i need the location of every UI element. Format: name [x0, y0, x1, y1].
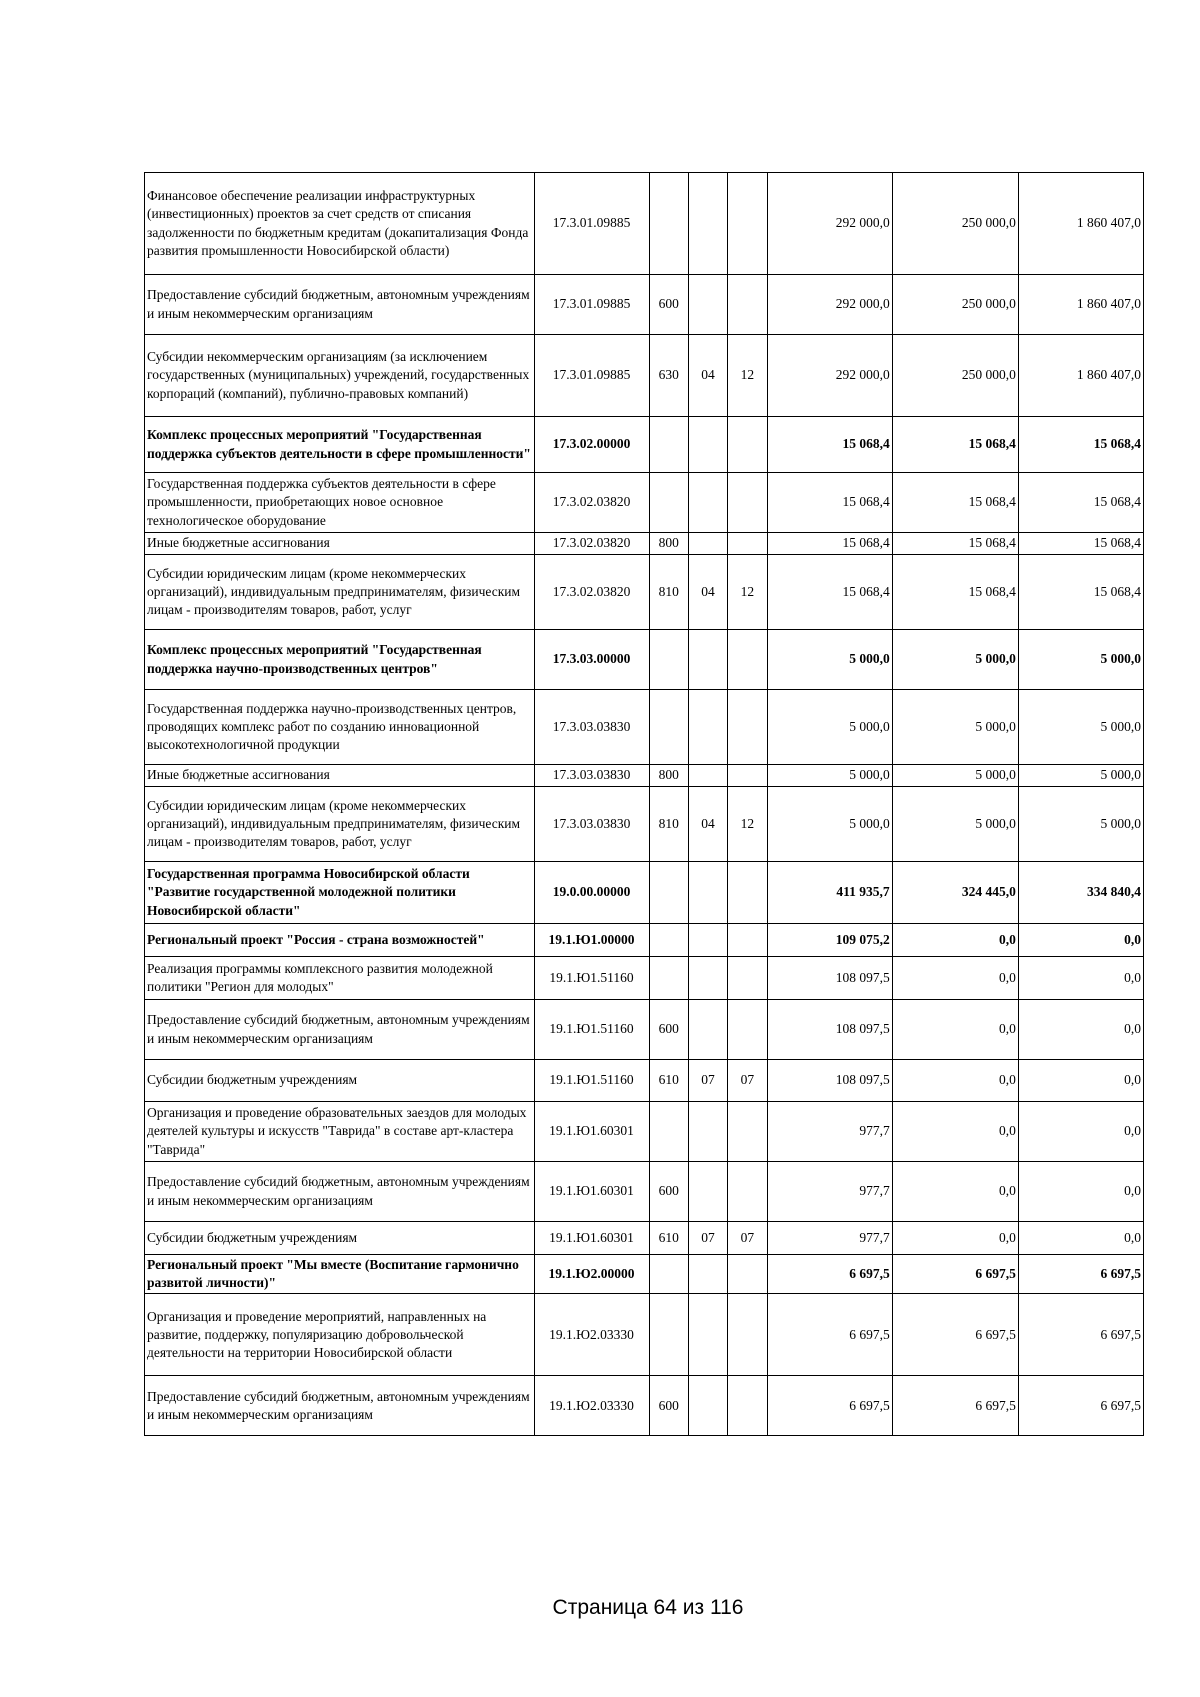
row-vr-cell: [649, 862, 688, 924]
row-vr-cell: 600: [649, 275, 688, 335]
row-rz-cell: [688, 862, 727, 924]
row-amount-year3-cell: 0,0: [1018, 957, 1143, 1000]
row-amount-year2-cell: 250 000,0: [892, 275, 1018, 335]
page-number-footer: Страница 64 из 116: [552, 1596, 744, 1619]
row-pr-cell: [728, 533, 767, 555]
row-code-cell: 17.3.03.03830: [534, 765, 649, 787]
row-name-cell: Предоставление субсидий бюджетным, автономным учреждениям и иным некоммерческим организациям: [145, 1000, 535, 1060]
row-name-cell: Государственная поддержка научно-производственных центров, проводящих комплекс работ по созданию инновационной высокотехнологичной продукции: [145, 690, 535, 765]
row-amount-year1-cell: 108 097,5: [767, 1000, 892, 1060]
table-row: [145, 690, 1144, 765]
row-pr-cell: [728, 630, 767, 690]
row-amount-year2-cell: 250 000,0: [892, 173, 1018, 275]
row-pr-cell: [728, 924, 767, 957]
row-code-cell: 17.3.02.03820: [534, 555, 649, 630]
row-amount-year1-cell: 5 000,0: [767, 690, 892, 765]
table-row: [145, 417, 1144, 473]
row-rz-cell: [688, 417, 727, 473]
row-amount-year3-cell: 0,0: [1018, 1060, 1143, 1102]
table-row: [145, 473, 1144, 533]
row-code-cell: 19.1.Ю1.60301: [534, 1222, 649, 1255]
row-amount-year2-cell: 15 068,4: [892, 533, 1018, 555]
row-amount-year1-cell: 977,7: [767, 1162, 892, 1222]
row-amount-year2-cell: 5 000,0: [892, 690, 1018, 765]
table-row: [145, 862, 1144, 924]
row-code-cell: 17.3.01.09885: [534, 173, 649, 275]
row-pr-cell: 12: [728, 335, 767, 417]
row-amount-year3-cell: 15 068,4: [1018, 533, 1143, 555]
row-amount-year2-cell: 15 068,4: [892, 417, 1018, 473]
table-row: [145, 1294, 1144, 1376]
row-vr-cell: [649, 473, 688, 533]
budget-table: [144, 172, 1144, 1436]
row-amount-year1-cell: 5 000,0: [767, 765, 892, 787]
row-amount-year2-cell: 0,0: [892, 1000, 1018, 1060]
row-amount-year1-cell: 5 000,0: [767, 630, 892, 690]
row-amount-year2-cell: 0,0: [892, 1060, 1018, 1102]
table-row: [145, 630, 1144, 690]
row-code-cell: 19.1.Ю1.51160: [534, 957, 649, 1000]
row-vr-cell: 600: [649, 1376, 688, 1436]
row-pr-cell: [728, 862, 767, 924]
row-pr-cell: [728, 417, 767, 473]
row-pr-cell: [728, 1000, 767, 1060]
row-amount-year2-cell: 250 000,0: [892, 335, 1018, 417]
row-amount-year2-cell: 0,0: [892, 924, 1018, 957]
row-vr-cell: 610: [649, 1222, 688, 1255]
row-vr-cell: [649, 1255, 688, 1294]
row-name-cell: Организация и проведение образовательных заездов для молодых деятелей культуры и искусств "Таврида" в составе арт-кластера "Таврида": [145, 1102, 535, 1162]
row-amount-year3-cell: 15 068,4: [1018, 417, 1143, 473]
row-code-cell: 17.3.02.00000: [534, 417, 649, 473]
row-code-cell: 19.1.Ю2.03330: [534, 1376, 649, 1436]
row-amount-year3-cell: 0,0: [1018, 1162, 1143, 1222]
row-amount-year2-cell: 6 697,5: [892, 1376, 1018, 1436]
row-vr-cell: 810: [649, 787, 688, 862]
row-vr-cell: [649, 690, 688, 765]
table-row: [145, 275, 1144, 335]
row-rz-cell: 04: [688, 787, 727, 862]
row-rz-cell: [688, 533, 727, 555]
row-amount-year2-cell: 5 000,0: [892, 630, 1018, 690]
row-name-cell: Предоставление субсидий бюджетным, автономным учреждениям и иным некоммерческим организациям: [145, 275, 535, 335]
row-name-cell: Организация и проведение мероприятий, направленных на развитие, поддержку, популяризацию добровольческой деятельности на территории Новосибирской области: [145, 1294, 535, 1376]
row-name-cell: Иные бюджетные ассигнования: [145, 533, 535, 555]
row-amount-year1-cell: 411 935,7: [767, 862, 892, 924]
row-amount-year3-cell: 0,0: [1018, 1000, 1143, 1060]
row-amount-year1-cell: 15 068,4: [767, 555, 892, 630]
row-pr-cell: 07: [728, 1222, 767, 1255]
row-code-cell: 17.3.02.03820: [534, 533, 649, 555]
row-name-cell: Субсидии бюджетным учреждениям: [145, 1060, 535, 1102]
row-code-cell: 19.1.Ю1.51160: [534, 1060, 649, 1102]
row-code-cell: 17.3.01.09885: [534, 335, 649, 417]
row-amount-year3-cell: 6 697,5: [1018, 1294, 1143, 1376]
row-amount-year3-cell: 0,0: [1018, 1222, 1143, 1255]
row-amount-year2-cell: 5 000,0: [892, 765, 1018, 787]
row-rz-cell: [688, 173, 727, 275]
row-vr-cell: [649, 630, 688, 690]
row-rz-cell: [688, 630, 727, 690]
row-code-cell: 19.1.Ю2.03330: [534, 1294, 649, 1376]
row-rz-cell: 07: [688, 1222, 727, 1255]
row-code-cell: 19.1.Ю1.60301: [534, 1102, 649, 1162]
row-pr-cell: 12: [728, 555, 767, 630]
row-pr-cell: 12: [728, 787, 767, 862]
row-amount-year1-cell: 292 000,0: [767, 275, 892, 335]
row-amount-year2-cell: 6 697,5: [892, 1294, 1018, 1376]
row-vr-cell: [649, 1294, 688, 1376]
row-vr-cell: [649, 924, 688, 957]
row-amount-year1-cell: 15 068,4: [767, 473, 892, 533]
row-rz-cell: [688, 473, 727, 533]
row-pr-cell: [728, 473, 767, 533]
row-code-cell: 17.3.03.03830: [534, 690, 649, 765]
row-amount-year1-cell: 292 000,0: [767, 173, 892, 275]
row-code-cell: 19.1.Ю2.00000: [534, 1255, 649, 1294]
row-amount-year1-cell: 109 075,2: [767, 924, 892, 957]
row-pr-cell: [728, 957, 767, 1000]
row-pr-cell: [728, 1162, 767, 1222]
row-rz-cell: [688, 690, 727, 765]
row-amount-year1-cell: 6 697,5: [767, 1376, 892, 1436]
row-rz-cell: [688, 765, 727, 787]
row-amount-year2-cell: 15 068,4: [892, 473, 1018, 533]
row-amount-year3-cell: 15 068,4: [1018, 555, 1143, 630]
row-code-cell: 17.3.01.09885: [534, 275, 649, 335]
row-amount-year2-cell: 6 697,5: [892, 1255, 1018, 1294]
row-vr-cell: 630: [649, 335, 688, 417]
row-name-cell: Государственная поддержка субъектов деятельности в сфере промышленности, приобретающих новое основное технологическое оборудование: [145, 473, 535, 533]
row-amount-year3-cell: 5 000,0: [1018, 787, 1143, 862]
row-rz-cell: 07: [688, 1060, 727, 1102]
row-code-cell: 17.3.03.00000: [534, 630, 649, 690]
row-amount-year1-cell: 108 097,5: [767, 957, 892, 1000]
table-row: [145, 1162, 1144, 1222]
row-amount-year3-cell: 1 860 407,0: [1018, 335, 1143, 417]
row-vr-cell: 800: [649, 533, 688, 555]
row-amount-year3-cell: 1 860 407,0: [1018, 275, 1143, 335]
row-amount-year1-cell: 5 000,0: [767, 787, 892, 862]
table-row: [145, 787, 1144, 862]
row-rz-cell: [688, 1162, 727, 1222]
row-amount-year3-cell: 334 840,4: [1018, 862, 1143, 924]
row-code-cell: 19.1.Ю1.00000: [534, 924, 649, 957]
row-amount-year2-cell: 324 445,0: [892, 862, 1018, 924]
row-vr-cell: [649, 957, 688, 1000]
table-row: [145, 924, 1144, 957]
row-vr-cell: 810: [649, 555, 688, 630]
row-name-cell: Субсидии бюджетным учреждениям: [145, 1222, 535, 1255]
table-row: [145, 1102, 1144, 1162]
table-row: [145, 765, 1144, 787]
row-amount-year2-cell: 0,0: [892, 1222, 1018, 1255]
row-amount-year2-cell: 0,0: [892, 957, 1018, 1000]
row-rz-cell: [688, 1255, 727, 1294]
row-rz-cell: [688, 1000, 727, 1060]
row-vr-cell: [649, 417, 688, 473]
row-vr-cell: 600: [649, 1162, 688, 1222]
row-amount-year1-cell: 108 097,5: [767, 1060, 892, 1102]
row-amount-year3-cell: 15 068,4: [1018, 473, 1143, 533]
row-rz-cell: [688, 275, 727, 335]
row-code-cell: 17.3.03.03830: [534, 787, 649, 862]
row-rz-cell: 04: [688, 555, 727, 630]
row-pr-cell: [728, 275, 767, 335]
row-pr-cell: [728, 1255, 767, 1294]
row-vr-cell: 800: [649, 765, 688, 787]
row-rz-cell: 04: [688, 335, 727, 417]
row-amount-year3-cell: 0,0: [1018, 1102, 1143, 1162]
row-amount-year1-cell: 15 068,4: [767, 533, 892, 555]
row-amount-year1-cell: 977,7: [767, 1102, 892, 1162]
row-amount-year1-cell: 6 697,5: [767, 1294, 892, 1376]
table-row: [145, 1255, 1144, 1294]
budget-table-body: [145, 173, 1144, 1436]
row-code-cell: 19.1.Ю1.60301: [534, 1162, 649, 1222]
table-row: [145, 555, 1144, 630]
row-name-cell: Государственная программа Новосибирской области "Развитие государственной молодежной политики Новосибирской области": [145, 862, 535, 924]
row-amount-year1-cell: 6 697,5: [767, 1255, 892, 1294]
row-amount-year2-cell: 0,0: [892, 1162, 1018, 1222]
row-amount-year3-cell: 0,0: [1018, 924, 1143, 957]
row-name-cell: Субсидии юридическим лицам (кроме некоммерческих организаций), индивидуальным предпринимателям, физическим лицам - производителям товаров, работ, услуг: [145, 555, 535, 630]
table-row: [145, 1000, 1144, 1060]
row-amount-year2-cell: 15 068,4: [892, 555, 1018, 630]
row-rz-cell: [688, 924, 727, 957]
row-amount-year3-cell: 5 000,0: [1018, 630, 1143, 690]
row-rz-cell: [688, 1102, 727, 1162]
row-amount-year3-cell: 1 860 407,0: [1018, 173, 1143, 275]
row-pr-cell: [728, 690, 767, 765]
table-row: [145, 1060, 1144, 1102]
row-pr-cell: [728, 1102, 767, 1162]
row-name-cell: Предоставление субсидий бюджетным, автономным учреждениям и иным некоммерческим организациям: [145, 1376, 535, 1436]
row-name-cell: Комплекс процессных мероприятий "Государственная поддержка субъектов деятельности в сфере промышленности": [145, 417, 535, 473]
row-amount-year3-cell: 5 000,0: [1018, 690, 1143, 765]
row-name-cell: Финансовое обеспечение реализации инфраструктурных (инвестиционных) проектов за счет средств от списания задолженности по бюджетным кредитам (докапитализация Фонда развития промышленности Новосибирской области): [145, 173, 535, 275]
table-row: [145, 1222, 1144, 1255]
table-row: [145, 173, 1144, 275]
row-amount-year3-cell: 6 697,5: [1018, 1376, 1143, 1436]
row-amount-year2-cell: 5 000,0: [892, 787, 1018, 862]
row-pr-cell: [728, 1376, 767, 1436]
row-name-cell: Субсидии юридическим лицам (кроме некоммерческих организаций), индивидуальным предпринимателям, физическим лицам - производителям товаров, работ, услуг: [145, 787, 535, 862]
row-vr-cell: 600: [649, 1000, 688, 1060]
row-rz-cell: [688, 1376, 727, 1436]
row-pr-cell: [728, 765, 767, 787]
row-pr-cell: [728, 173, 767, 275]
row-name-cell: Комплекс процессных мероприятий "Государственная поддержка научно-производственных центров": [145, 630, 535, 690]
row-amount-year1-cell: 292 000,0: [767, 335, 892, 417]
row-amount-year3-cell: 5 000,0: [1018, 765, 1143, 787]
row-amount-year2-cell: 0,0: [892, 1102, 1018, 1162]
table-row: [145, 957, 1144, 1000]
row-vr-cell: 610: [649, 1060, 688, 1102]
row-code-cell: 19.1.Ю1.51160: [534, 1000, 649, 1060]
table-row: [145, 533, 1144, 555]
row-name-cell: Реализация программы комплексного развития молодежной политики "Регион для молодых": [145, 957, 535, 1000]
row-code-cell: 17.3.02.03820: [534, 473, 649, 533]
row-rz-cell: [688, 1294, 727, 1376]
row-name-cell: Региональный проект "Мы вместе (Воспитание гармонично развитой личности)": [145, 1255, 535, 1294]
row-name-cell: Иные бюджетные ассигнования: [145, 765, 535, 787]
row-name-cell: Субсидии некоммерческим организациям (за исключением государственных (муниципальных) учреждений, государственных корпораций (компаний), публично-правовых компаний): [145, 335, 535, 417]
row-amount-year1-cell: 977,7: [767, 1222, 892, 1255]
row-vr-cell: [649, 1102, 688, 1162]
row-pr-cell: [728, 1294, 767, 1376]
table-row: [145, 335, 1144, 417]
row-vr-cell: [649, 173, 688, 275]
row-rz-cell: [688, 957, 727, 1000]
table-row: [145, 1376, 1144, 1436]
row-amount-year1-cell: 15 068,4: [767, 417, 892, 473]
row-amount-year3-cell: 6 697,5: [1018, 1255, 1143, 1294]
row-name-cell: Предоставление субсидий бюджетным, автономным учреждениям и иным некоммерческим организациям: [145, 1162, 535, 1222]
row-code-cell: 19.0.00.00000: [534, 862, 649, 924]
row-name-cell: Региональный проект "Россия - страна возможностей": [145, 924, 535, 957]
row-pr-cell: 07: [728, 1060, 767, 1102]
